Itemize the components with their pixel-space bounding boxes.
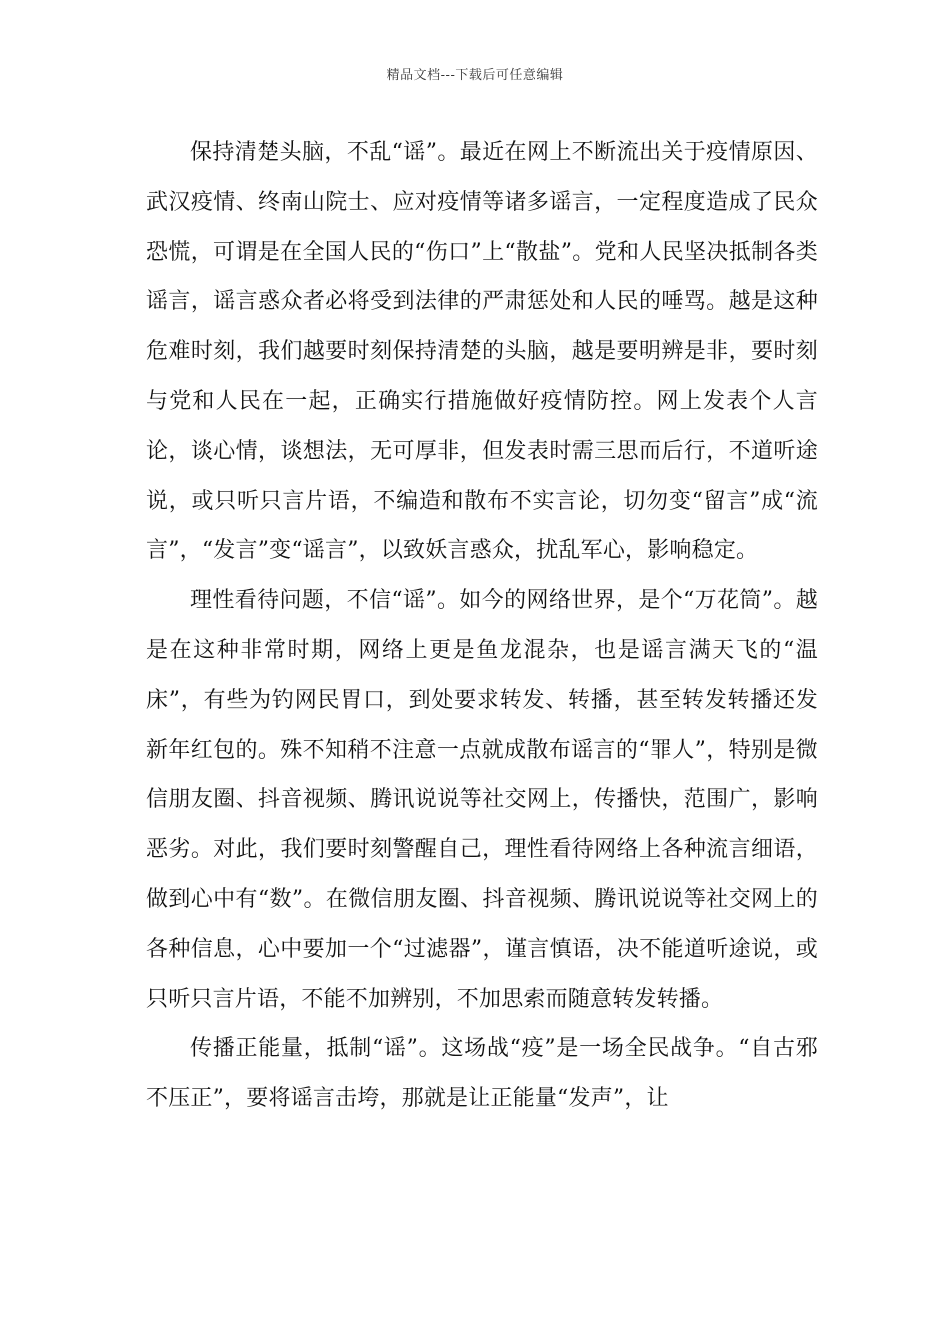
paragraph-3: 传播正能量，抵制“谣”。这场战“疫”是一场全民战争。“自古邪不压正”，要将谣言击垮，那就是让正能量“发声”，让	[146, 1036, 818, 1112]
paragraph-1: 保持清楚头脑，不乱“谣”。最近在网上不断流出关于疫情原因、武汉疫情、终南山院士、应对疫情等诸多谣言，一定程度造成了民众恐慌，可谓是在全国人民的“伤口”上“散盐”。党和人民坚决抵制各类谣言，谣言惑众者必将受到法律的严肃惩处和人民的唾骂。越是这种危难时刻，我们越要时刻保持清楚的头脑，越是要明辨是非，要时刻与党和人民在一起，正确实行措施做好疫情防控。网上发表个人言论，谈心情，谈想法，无可厚非，但发表时需三思而后行，不道听途说，或只听只言片语，不编造和散布不实言论，切勿变“留言”成“流言”，“发言”变“谣言”，以致妖言惑众，扰乱军心，影响稳定。	[146, 140, 818, 564]
document-body	[146, 128, 818, 1124]
page-header: 精品文档---下载后可任意编辑	[386, 68, 564, 83]
paragraph-2: 理性看待问题，不信“谣”。如今的网络世界，是个“万花筒”。越是在这种非常时期，网络上更是鱼龙混杂，也是谣言满天飞的“温床”，有些为钓网民胃口，到处要求转发、转播，甚至转发转播还发新年红包的。殊不知稍不注意一点就成散布谣言的“罪人”，特别是微信朋友圈、抖音视频、腾讯说说等社交网上，传播快，范围广，影响恶劣。对此，我们要时刻警醒自己，理性看待网络上各种流言细语，做到心中有“数”。在微信朋友圈、抖音视频、腾讯说说等社交网上的各种信息，心中要加一个“过滤器”，谨言慎语，决不能道听途说，或只听只言片语，不能不加辨别，不加思索而随意转发转播。	[146, 588, 818, 1012]
